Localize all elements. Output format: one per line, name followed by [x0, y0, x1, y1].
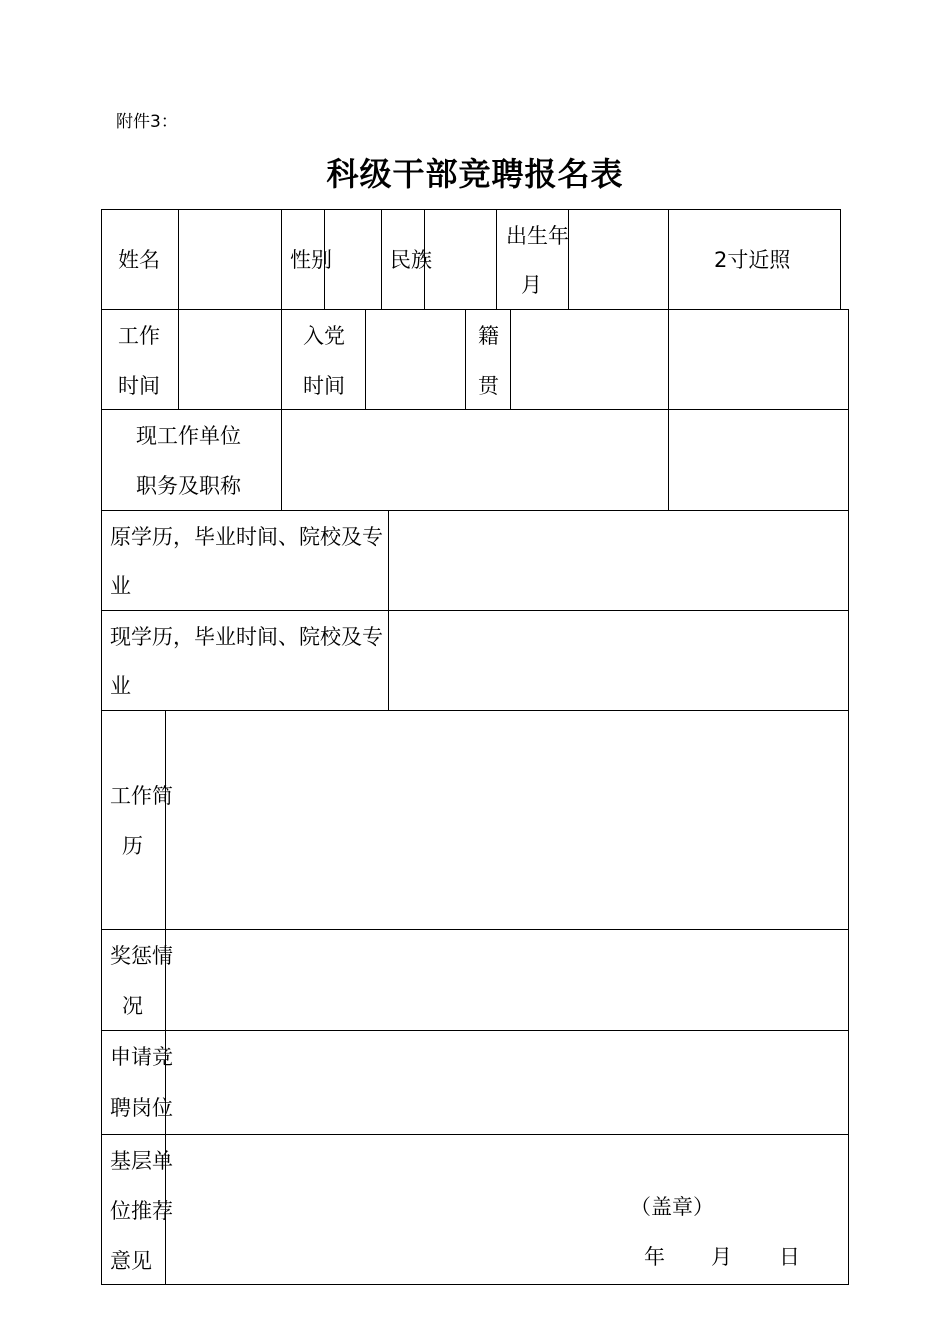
table-border-right: [848, 309, 849, 1285]
col-divider: [510, 309, 511, 409]
unit-label-line1: 现工作单位: [136, 424, 241, 448]
gender-label: 性别: [290, 248, 332, 272]
col-divider: [496, 209, 497, 309]
birth-label-line1: 出生年: [506, 224, 569, 248]
row-divider-1: [101, 309, 849, 310]
form-title: 科级干部竞聘报名表: [326, 155, 624, 193]
native-label-line2: 贯: [478, 374, 499, 398]
col-divider: [178, 209, 179, 409]
work-time-label-line2: 时间: [118, 374, 160, 398]
ethnicity-label: 民族: [390, 248, 432, 272]
resume-label-line1: 工作简: [110, 784, 173, 808]
col-divider: [668, 209, 669, 510]
date-year-label: 年: [644, 1245, 665, 1269]
row-divider-8: [101, 1134, 849, 1135]
curr-edu-label-line1: 现学历，毕业时间、院校及专: [110, 625, 383, 649]
apply-label-line1: 申请竞: [110, 1045, 173, 1069]
work-time-label-line1: 工作: [118, 324, 160, 348]
unit-label-line2: 职务及职称: [136, 474, 241, 498]
row-divider-6: [101, 929, 849, 930]
table-border-bottom: [101, 1284, 849, 1285]
native-label-line1: 籍: [478, 324, 499, 348]
date-month-label: 月: [711, 1245, 732, 1269]
rewards-label-line1: 奖惩情: [110, 944, 173, 968]
table-border-left: [101, 209, 102, 1285]
birth-label-line2: 月: [521, 273, 542, 297]
rewards-label-line2: 况: [122, 994, 143, 1018]
row-divider-5: [101, 710, 849, 711]
col-divider: [365, 309, 366, 409]
attachment-label: 附件3：: [116, 112, 178, 132]
apply-label-line2: 聘岗位: [110, 1096, 173, 1120]
table-border-right-top: [840, 209, 841, 309]
row-divider-4: [101, 610, 849, 611]
photo-label: 2寸近照: [714, 248, 791, 272]
orig-edu-label-line2: 业: [110, 574, 131, 598]
party-time-label-line2: 时间: [303, 374, 345, 398]
col-divider: [388, 510, 389, 710]
party-time-label-line1: 入党: [303, 324, 345, 348]
name-label: 姓名: [118, 248, 160, 272]
curr-edu-label-line2: 业: [110, 674, 131, 698]
date-day-label: 日: [779, 1245, 800, 1269]
col-divider: [381, 209, 382, 309]
col-divider: [281, 209, 282, 510]
row-divider-2: [101, 409, 849, 410]
row-divider-7: [101, 1030, 849, 1031]
resume-label-line2: 历: [122, 834, 143, 858]
recommend-label-line2: 位推荐: [110, 1199, 173, 1223]
orig-edu-label-line1: 原学历，毕业时间、院校及专: [110, 525, 383, 549]
table-border-top: [101, 209, 841, 210]
recommend-label-line3: 意见: [110, 1249, 152, 1273]
col-divider: [465, 309, 466, 409]
seal-label: （盖章）: [630, 1195, 714, 1219]
recommend-label-line1: 基层单: [110, 1149, 173, 1173]
